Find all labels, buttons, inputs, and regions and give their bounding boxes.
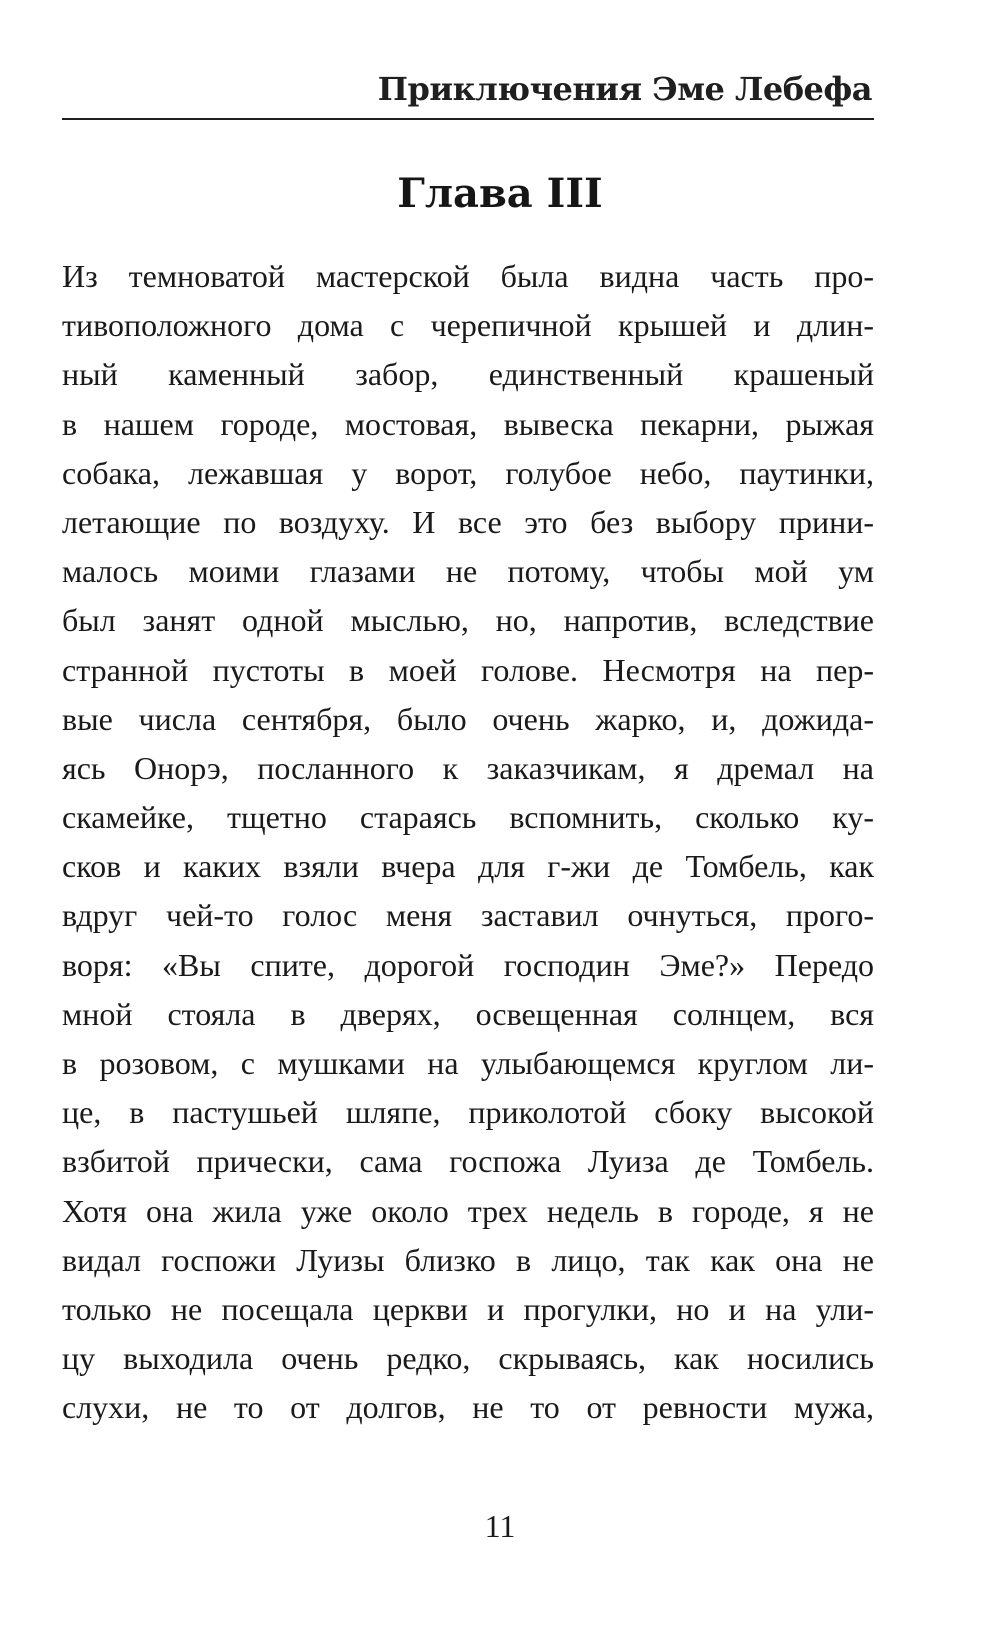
text-line: видал госпожи Луизы близко в лицо, так как она не xyxy=(62,1241,874,1278)
text-line: в розовом, с мушками на улыбающемся круглом ли- xyxy=(62,1045,874,1081)
text-line: Из темноватой мастерской была видна часть про- xyxy=(62,258,874,294)
text-line: воря: «Вы спите, дорогой господин Эме?» Передо xyxy=(62,946,874,983)
text-line: странной пустоты в моей голове. Несмотря на пер- xyxy=(62,651,874,688)
text-line: в нашем городе, мостовая, вывеска пекарни, рыжая xyxy=(62,405,874,442)
text-line: летающие по воздуху. И все это без выбору прини- xyxy=(62,503,874,540)
text-line: Хотя она жила уже около трех недель в городе, я не xyxy=(62,1192,874,1229)
chapter-title: Глава III xyxy=(397,170,603,217)
text-line: ный каменный забор, единственный крашеный xyxy=(62,356,874,393)
text-line: сков и каких взяли вчера для г-жи де Томбель, как xyxy=(62,848,874,885)
text-line: слухи, не то от долгов, не то от ревности мужа, xyxy=(62,1389,874,1426)
text-line: скамейке, тщетно стараясь вспомнить, сколько ку- xyxy=(62,799,874,836)
header-rule xyxy=(62,118,874,120)
text-line: ясь Онорэ, посланного к заказчикам, я дремал на xyxy=(62,749,874,786)
text-line: це, в пастушьей шляпе, приколотой сбоку высокой xyxy=(62,1094,874,1131)
text-line: малось моими глазами не потому, чтобы мой ум xyxy=(62,553,874,590)
running-head: Приключения Эме Лебефа xyxy=(377,70,872,108)
text-line: взбитой прически, сама госпожа Луиза де Томбель. xyxy=(62,1143,874,1180)
text-line: тивоположного дома с черепичной крышей и длин- xyxy=(62,307,874,344)
text-line: вые числа сентября, было очень жарко, и, дожида- xyxy=(62,700,874,737)
text-line: мной стояла в дверях, освещенная солнцем, вся xyxy=(62,995,874,1032)
text-line: был занят одной мыслью, но, напротив, вследствие xyxy=(62,602,874,639)
body-text xyxy=(62,252,874,1433)
text-line: вдруг чей-то голос меня заставил очнуться, прого- xyxy=(62,897,874,934)
text-line: цу выходила очень редко, скрываясь, как носились xyxy=(62,1340,874,1377)
page-number: 11 xyxy=(484,1508,516,1544)
text-line: собака, лежавшая у ворот, голубое небо, паутинки, xyxy=(62,454,874,491)
text-line: только не посещала церкви и прогулки, но и на ули- xyxy=(62,1290,874,1327)
